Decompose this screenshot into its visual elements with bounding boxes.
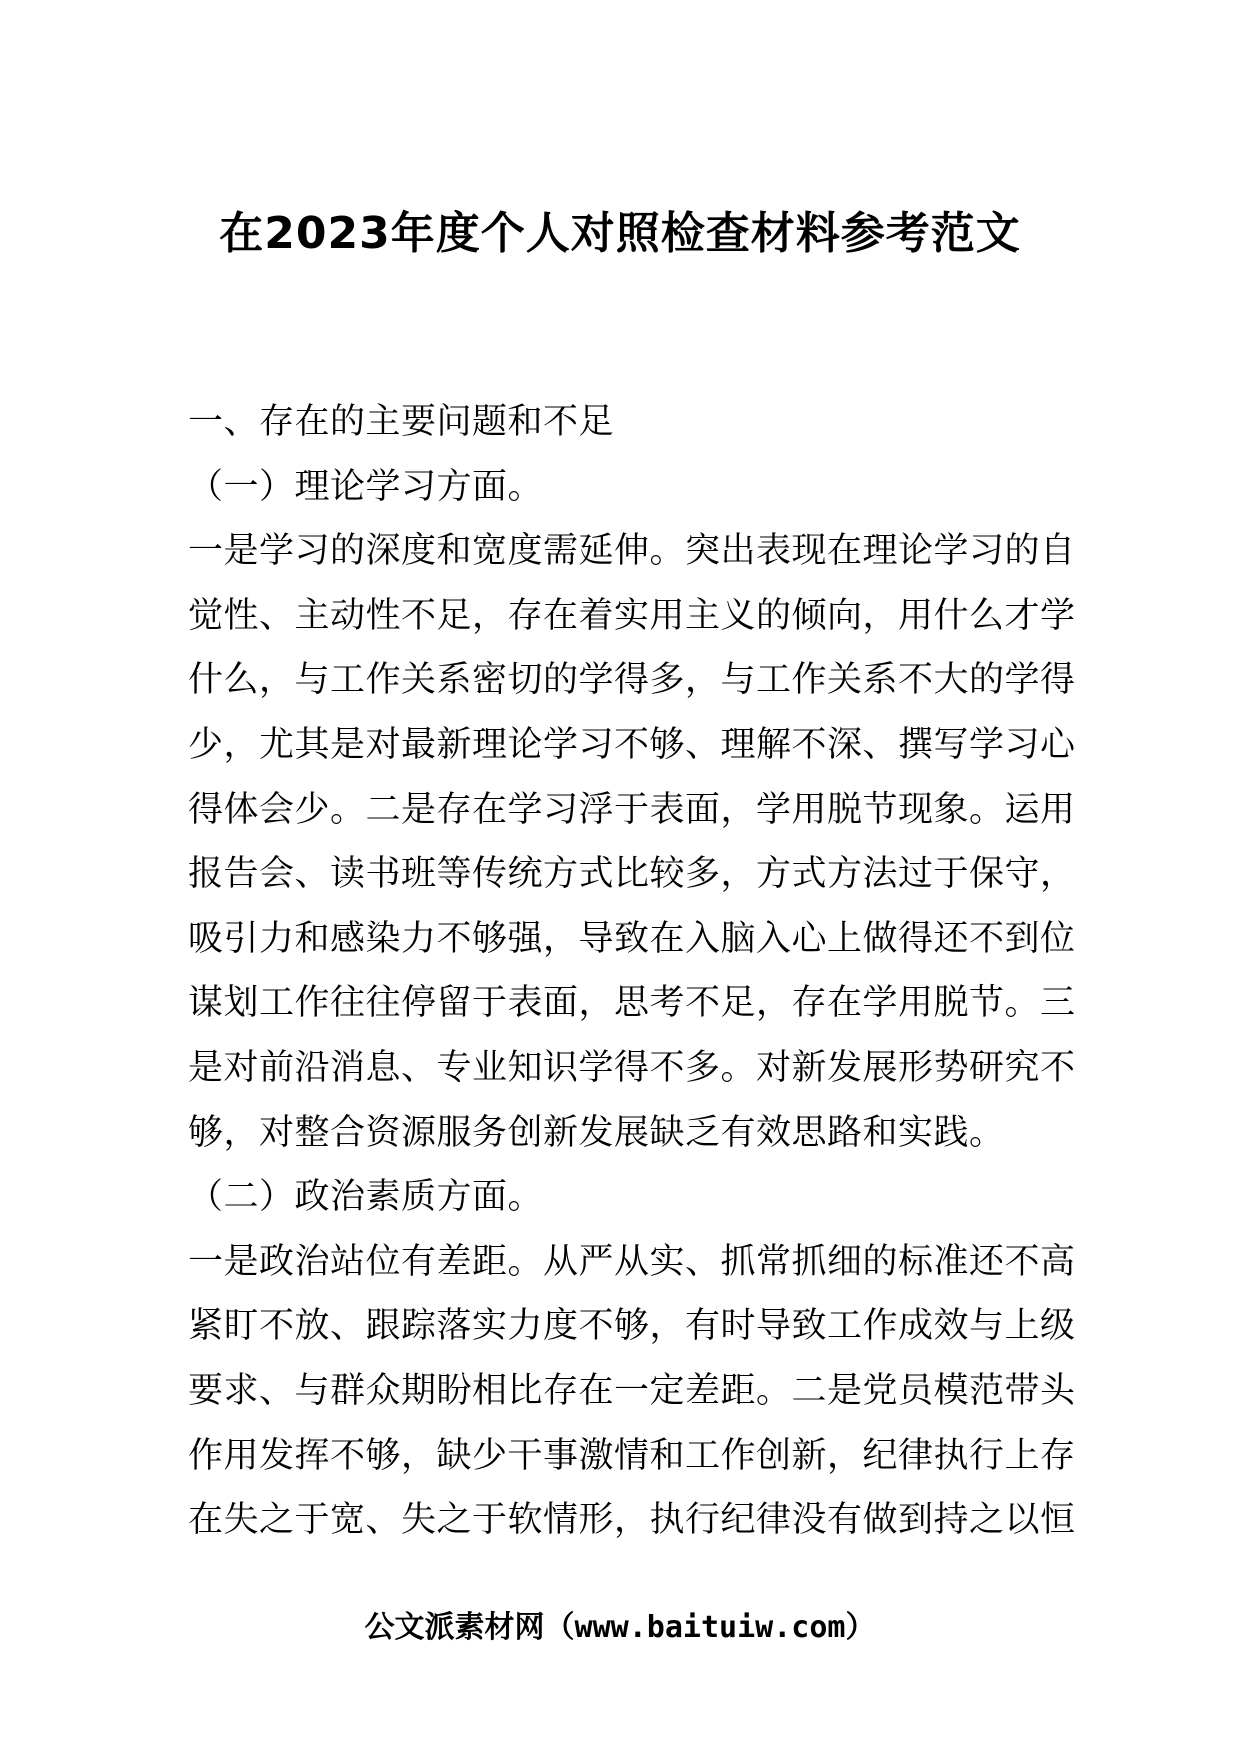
- text-line: 吸引力和感染力不够强，导致在入脑入心上做得还不到位: [188, 918, 1076, 959]
- text-line: 够，对整合资源服务创新发展缺乏有效思路和实践。: [188, 1112, 1005, 1153]
- text-line: 要求、与群众期盼相比存在一定差距。二是党员模范带头: [188, 1370, 1076, 1411]
- text-line-subheading-2: （二）政治素质方面。: [188, 1177, 544, 1218]
- text-line: 什么，与工作关系密切的学得多，与工作关系不大的学得: [188, 660, 1076, 701]
- document-title: 在2023年度个人对照检查材料参考范文: [219, 208, 1021, 259]
- text-line: 报告会、读书班等传统方式比较多，方式方法过于保守，: [188, 854, 1076, 895]
- page-footer-source: 公文派素材网（www.baituiw.com）: [364, 1610, 876, 1645]
- document-body: [188, 390, 1076, 1553]
- text-line: 谋划工作往往停留于表面，思考不足，存在学用脱节。三: [188, 983, 1076, 1024]
- text-line-section-heading: 一、存在的主要问题和不足: [188, 402, 615, 442]
- text-line: 得体会少。二是存在学习浮于表面，学用脱节现象。运用: [188, 789, 1076, 830]
- text-line: 一是学习的深度和宽度需延伸。突出表现在理论学习的自: [188, 531, 1076, 572]
- text-line: 一是政治站位有差距。从严从实、抓常抓细的标准还不高: [188, 1241, 1076, 1282]
- text-line: 在失之于宽、失之于软情形，执行纪律没有做到持之以恒: [188, 1500, 1076, 1541]
- text-line: 是对前沿消息、专业知识学得不多。对新发展形势研究不: [188, 1047, 1076, 1088]
- text-line: 紧盯不放、跟踪落实力度不够，有时导致工作成效与上级: [188, 1306, 1076, 1347]
- text-line-subheading-1: （一）理论学习方面。: [188, 466, 544, 507]
- text-line: 少，尤其是对最新理论学习不够、理解不深、撰写学习心: [188, 724, 1076, 765]
- text-line: 觉性、主动性不足，存在着实用主义的倾向，用什么才学: [188, 595, 1076, 636]
- text-line: 作用发挥不够，缺少干事激情和工作创新，纪律执行上存: [188, 1435, 1076, 1476]
